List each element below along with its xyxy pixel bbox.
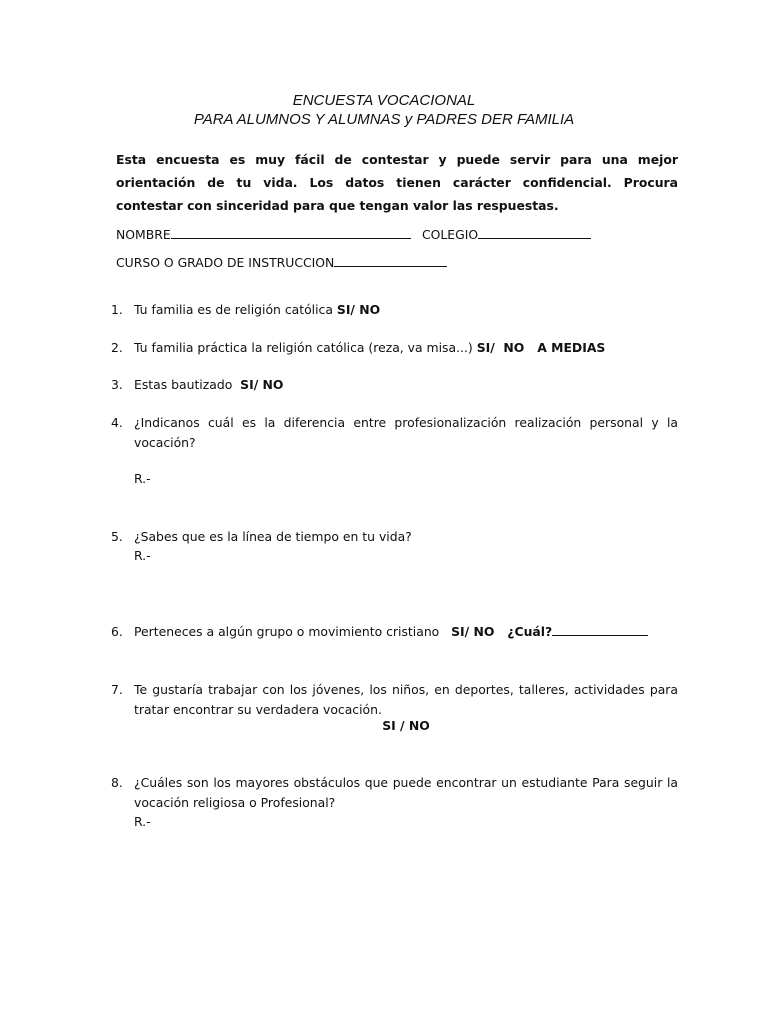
curso-field[interactable]: [334, 254, 447, 267]
survey-subtitle: PARA ALUMNOS Y ALUMNAS y PADRES DER FAMILIA: [193, 111, 575, 128]
answer-8[interactable]: R.-: [134, 814, 151, 829]
question-text: Tu familia es de religión católica: [134, 302, 337, 317]
answer-5[interactable]: R.-: [134, 548, 151, 563]
question-8: [111, 773, 678, 813]
question-number: 4.: [111, 415, 123, 430]
cual-field[interactable]: [552, 623, 648, 636]
question-text: Tu familia práctica la religión católica (reza, va misa...): [134, 340, 477, 355]
question-2: [111, 338, 678, 358]
question-6: [111, 622, 678, 642]
question-text: ¿Cuáles son los mayores obstáculos que puede encontrar un estudiante Para seguir la vocación religiosa o Profesional?: [134, 775, 678, 810]
intro-paragraph: Esta encuesta es muy fácil de contestar y puede servir para una mejor orientación de tu vida. Los datos tienen carácter confidencial. Procura contestar con sinceridad para que tengan valor las respuestas.: [116, 152, 678, 213]
question-options[interactable]: SI/ NO: [240, 377, 284, 392]
question-4: [111, 413, 678, 453]
nombre-label: NOMBRE: [116, 227, 171, 242]
question-text: ¿Sabes que es la línea de tiempo en tu vida?: [134, 529, 412, 544]
question-options[interactable]: SI/ NO ¿Cuál?: [451, 624, 553, 639]
question-5: [111, 527, 678, 547]
name-school-row: [116, 226, 411, 244]
question-1: [111, 300, 678, 320]
question-text: Te gustaría trabajar con los jóvenes, los niños, en deportes, talleres, actividades para tratar encontrar su verdadera vocación.: [134, 682, 678, 717]
question-number: 8.: [111, 775, 123, 790]
question-number: 3.: [111, 377, 123, 392]
question-number: 1.: [111, 302, 123, 317]
question-7-options[interactable]: SI / NO: [382, 718, 430, 733]
question-text: Perteneces a algún grupo o movimiento cristiano: [134, 624, 452, 639]
colegio-row: [422, 226, 591, 244]
question-options[interactable]: SI/ NO A MEDIAS: [476, 340, 606, 355]
question-options[interactable]: SI/ NO: [336, 302, 381, 317]
question-number: 2.: [111, 340, 123, 355]
question-number: 6.: [111, 624, 123, 639]
answer-4[interactable]: R.-: [134, 471, 151, 486]
colegio-label: COLEGIO: [422, 227, 479, 242]
question-number: 7.: [111, 682, 123, 697]
question-text: ¿Indicanos cuál es la diferencia entre profesionalización realización personal y la vocación?: [134, 415, 678, 450]
question-text: Estas bautizado: [134, 377, 241, 392]
nombre-field[interactable]: [171, 226, 411, 239]
curso-row: [116, 254, 447, 272]
survey-title: ENCUESTA VOCACIONAL: [292, 92, 476, 109]
colegio-field[interactable]: [478, 226, 591, 239]
question-number: 5.: [111, 529, 123, 544]
curso-label: CURSO O GRADO DE INSTRUCCION: [116, 255, 335, 270]
question-3: [111, 375, 678, 395]
question-7: [111, 680, 678, 720]
